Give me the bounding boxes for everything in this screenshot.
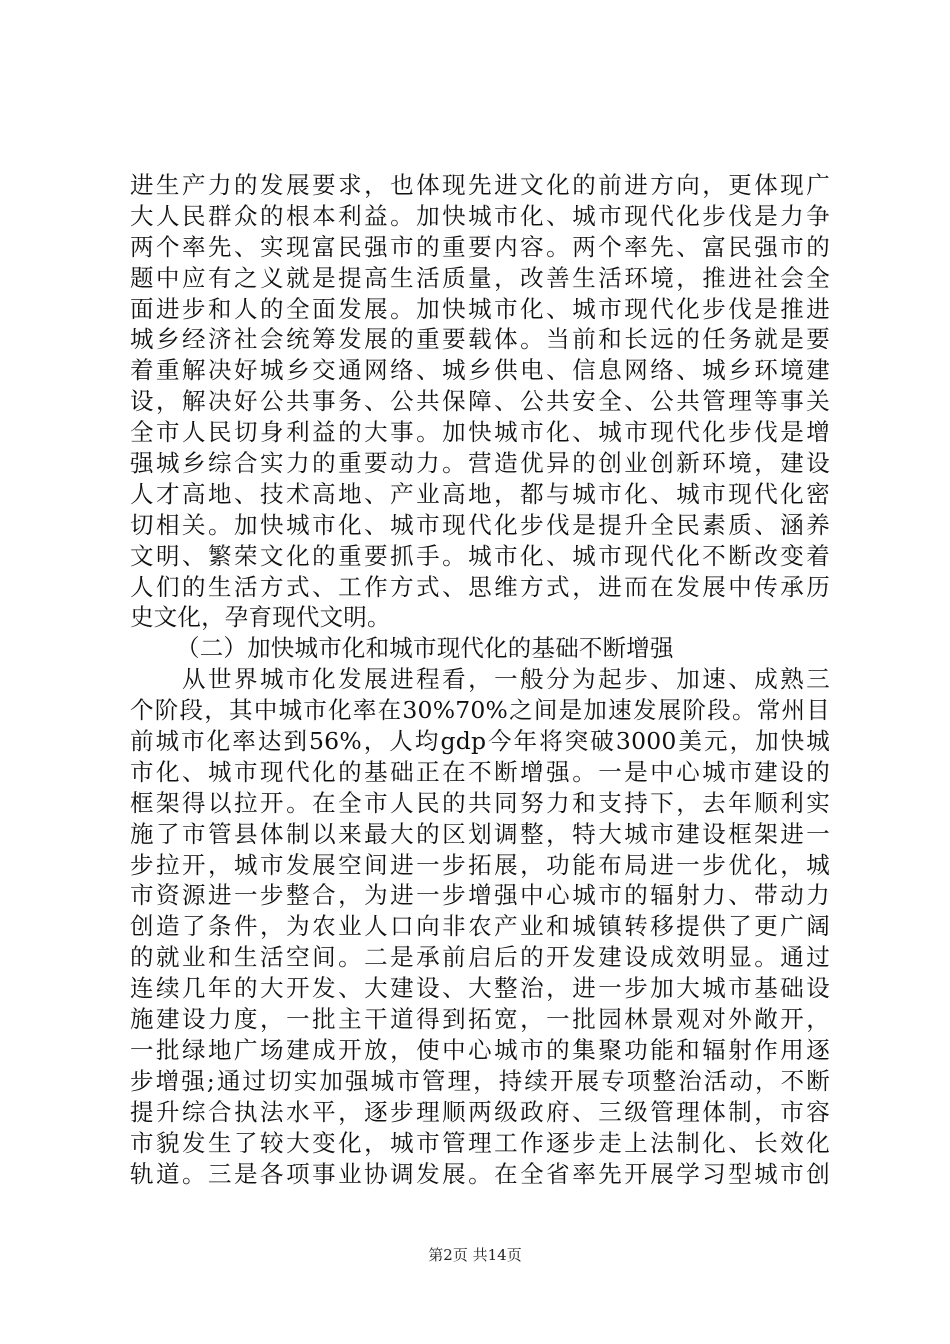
- text-line: 创造了条件，为农业人口向非农产业和城镇转移提供了更广阔: [130, 912, 830, 941]
- text-line: 城乡经济社会统筹发展的重要载体。当前和长远的任务就是要: [130, 325, 830, 354]
- text-line: 人才高地、技术高地、产业高地，都与城市化、城市现代化密: [130, 479, 830, 508]
- section-heading: （二）加快城市化和城市现代化的基础不断增强: [176, 634, 674, 663]
- text-line: 步增强;通过切实加强城市管理，持续开展专项整治活动，不断: [130, 1066, 830, 1095]
- text-line: 施建设力度，一批主干道得到拓宽，一批园林景观对外敞开，: [130, 1005, 830, 1034]
- text-line: 设，解决好公共事务、公共保障、公共安全、公共管理等事关: [130, 387, 830, 416]
- text-line: 进生产力的发展要求，也体现先进文化的前进方向，更体现广: [130, 171, 830, 199]
- text-line: 切相关。加快城市化、城市现代化步伐是提升全民素质、涵养: [130, 510, 830, 539]
- text-line: 市化、城市现代化的基础正在不断增强。一是中心城市建设的: [130, 757, 830, 786]
- text-line: 题中应有之义就是提高生活质量，改善生活环境，推进社会全: [130, 263, 830, 292]
- text-line: 一批绿地广场建成开放，使中心城市的集聚功能和辐射作用逐: [130, 1035, 830, 1064]
- text-line: 大人民群众的根本利益。加快城市化、城市现代化步伐是力争: [130, 201, 830, 230]
- text-line: 前城市化率达到56%，人均gdp今年将突破3000美元，加快城: [130, 727, 830, 756]
- text-line: 连续几年的大开发、大建设、大整治，进一步加大城市基础设: [130, 974, 830, 1003]
- text-line: 提升综合执法水平，逐步理顺两级政府、三级管理体制，市容: [130, 1097, 830, 1126]
- text-line: 强城乡综合实力的重要动力。营造优异的创业创新环境，建设: [130, 449, 830, 478]
- body-text: [130, 170, 830, 1189]
- text-line: 的就业和生活空间。二是承前启后的开发建设成效明显。通过: [130, 943, 830, 972]
- text-line: 个阶段，其中城市化率在30%70%之间是加速发展阶段。常州目: [130, 696, 830, 725]
- text-line: 市貌发生了较大变化，城市管理工作逐步走上法制化、长效化: [130, 1128, 830, 1157]
- text-line: 轨道。三是各项事业协调发展。在全省率先开展学习型城市创: [130, 1159, 830, 1188]
- text-line: 步拉开，城市发展空间进一步拓展，功能布局进一步优化，城: [130, 850, 830, 879]
- page-number-label: 第2页 共14页: [428, 1246, 522, 1264]
- text-line: 施了市管县体制以来最大的区划调整，特大城市建设框架进一: [130, 819, 830, 848]
- text-line-paragraph-start: 从世界城市化发展进程看，一般分为起步、加速、成熟三: [182, 665, 830, 694]
- text-line: 两个率先、实现富民强市的重要内容。两个率先、富民强市的: [130, 232, 830, 261]
- text-line: 全市人民切身利益的大事。加快城市化、城市现代化步伐是增: [130, 418, 830, 447]
- text-line-paragraph-end: 史文化，孕育现代文明。: [130, 603, 391, 632]
- text-line: 框架得以拉开。在全市人民的共同努力和支持下，去年顺利实: [130, 788, 830, 817]
- text-line: 市资源进一步整合，为进一步增强中心城市的辐射力、带动力: [130, 881, 830, 910]
- text-line: 人们的生活方式、工作方式、思维方式，进而在发展中传承历: [130, 572, 830, 601]
- text-line: 文明、繁荣文化的重要抓手。城市化、城市现代化不断改变着: [130, 541, 830, 570]
- page-footer: [0, 1244, 950, 1265]
- text-line: 着重解决好城乡交通网络、城乡供电、信息网络、城乡环境建: [130, 356, 830, 385]
- text-line: 面进步和人的全面发展。加快城市化、城市现代化步伐是推进: [130, 294, 830, 323]
